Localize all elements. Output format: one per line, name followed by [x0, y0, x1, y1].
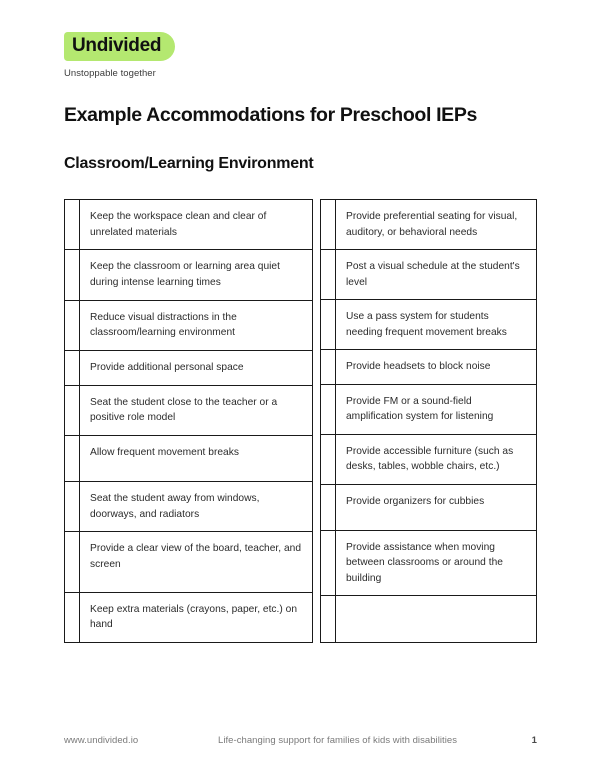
checkbox-cell[interactable]: [321, 200, 336, 250]
table-row: [321, 200, 537, 250]
footer-website[interactable]: www.undivided.io: [64, 735, 139, 746]
checkbox-cell[interactable]: [321, 250, 336, 300]
accommodation-cell: Provide accessible furniture (such as desks, tables, wobble chairs, etc.): [336, 434, 537, 484]
table-row: [65, 435, 313, 481]
accommodation-cell: Provide headsets to block noise: [336, 350, 537, 385]
accommodation-cell: Post a visual schedule at the student's level: [336, 250, 537, 300]
accommodation-cell: Reduce visual distractions in the classroom/learning environment: [80, 300, 313, 350]
table-row: [321, 250, 537, 300]
checkbox-cell[interactable]: [65, 300, 80, 350]
accommodations-tables: [64, 199, 537, 643]
brand-logo: [64, 32, 175, 79]
checkbox-cell[interactable]: [321, 596, 336, 643]
checkbox-cell[interactable]: [65, 532, 80, 592]
table-row: [65, 532, 313, 592]
table-row: [65, 300, 313, 350]
table-row: [321, 384, 537, 434]
section-title: Classroom/Learning Environment: [64, 155, 314, 172]
table-row: [65, 350, 313, 385]
checkbox-cell[interactable]: [321, 484, 336, 530]
page-footer: [64, 735, 537, 746]
checkbox-cell[interactable]: [65, 482, 80, 532]
table-row: [65, 200, 313, 250]
accommodation-cell: Provide preferential seating for visual, auditory, or behavioral needs: [336, 200, 537, 250]
accommodation-cell: Allow frequent movement breaks: [80, 435, 313, 481]
accommodation-cell: Provide additional personal space: [80, 350, 313, 385]
accommodation-cell: Keep the workspace clean and clear of unrelated materials: [80, 200, 313, 250]
table-row: [65, 385, 313, 435]
checkbox-cell[interactable]: [65, 200, 80, 250]
accommodation-cell: Provide organizers for cubbies: [336, 484, 537, 530]
footer-tagline: Life-changing support for families of kids with disabilities: [217, 735, 458, 746]
table-row: [65, 592, 313, 642]
accommodation-cell: Provide a clear view of the board, teacher, and screen: [80, 532, 313, 592]
checkbox-cell[interactable]: [321, 300, 336, 350]
checkbox-cell[interactable]: [321, 350, 336, 385]
checkbox-cell[interactable]: [321, 384, 336, 434]
checkbox-cell[interactable]: [65, 385, 80, 435]
accommodation-cell: Seat the student close to the teacher or a positive role model: [80, 385, 313, 435]
table-row: [321, 350, 537, 385]
table-row: [65, 482, 313, 532]
accommodations-table-right: [320, 199, 537, 643]
checkbox-cell[interactable]: [65, 435, 80, 481]
accommodation-cell: Keep extra materials (crayons, paper, etc.) on hand: [80, 592, 313, 642]
table-row: [321, 484, 537, 530]
footer-page-number: 1: [531, 735, 537, 746]
accommodation-cell: [336, 596, 537, 643]
accommodations-table-left: [64, 199, 313, 643]
checkbox-cell[interactable]: [321, 434, 336, 484]
checkbox-cell[interactable]: [65, 592, 80, 642]
page-title: Example Accommodations for Preschool IEPs: [64, 104, 477, 126]
brand-badge: [64, 32, 175, 61]
brand-tagline: Unstoppable together: [64, 67, 156, 79]
table-row: [321, 596, 537, 643]
table-row: [321, 434, 537, 484]
accommodation-cell: Seat the student away from windows, doorways, and radiators: [80, 482, 313, 532]
accommodation-cell: Provide assistance when moving between classrooms or around the building: [336, 530, 537, 596]
table-row: [321, 530, 537, 596]
table-row: [65, 250, 313, 300]
checkbox-cell[interactable]: [321, 530, 336, 596]
checkbox-cell[interactable]: [65, 250, 80, 300]
accommodation-cell: Keep the classroom or learning area quiet during intense learning times: [80, 250, 313, 300]
accommodation-cell: Provide FM or a sound-field amplification system for listening: [336, 384, 537, 434]
checkbox-cell[interactable]: [65, 350, 80, 385]
table-row: [321, 300, 537, 350]
brand-name: Undivided: [72, 35, 162, 56]
accommodation-cell: Use a pass system for students needing frequent movement breaks: [336, 300, 537, 350]
